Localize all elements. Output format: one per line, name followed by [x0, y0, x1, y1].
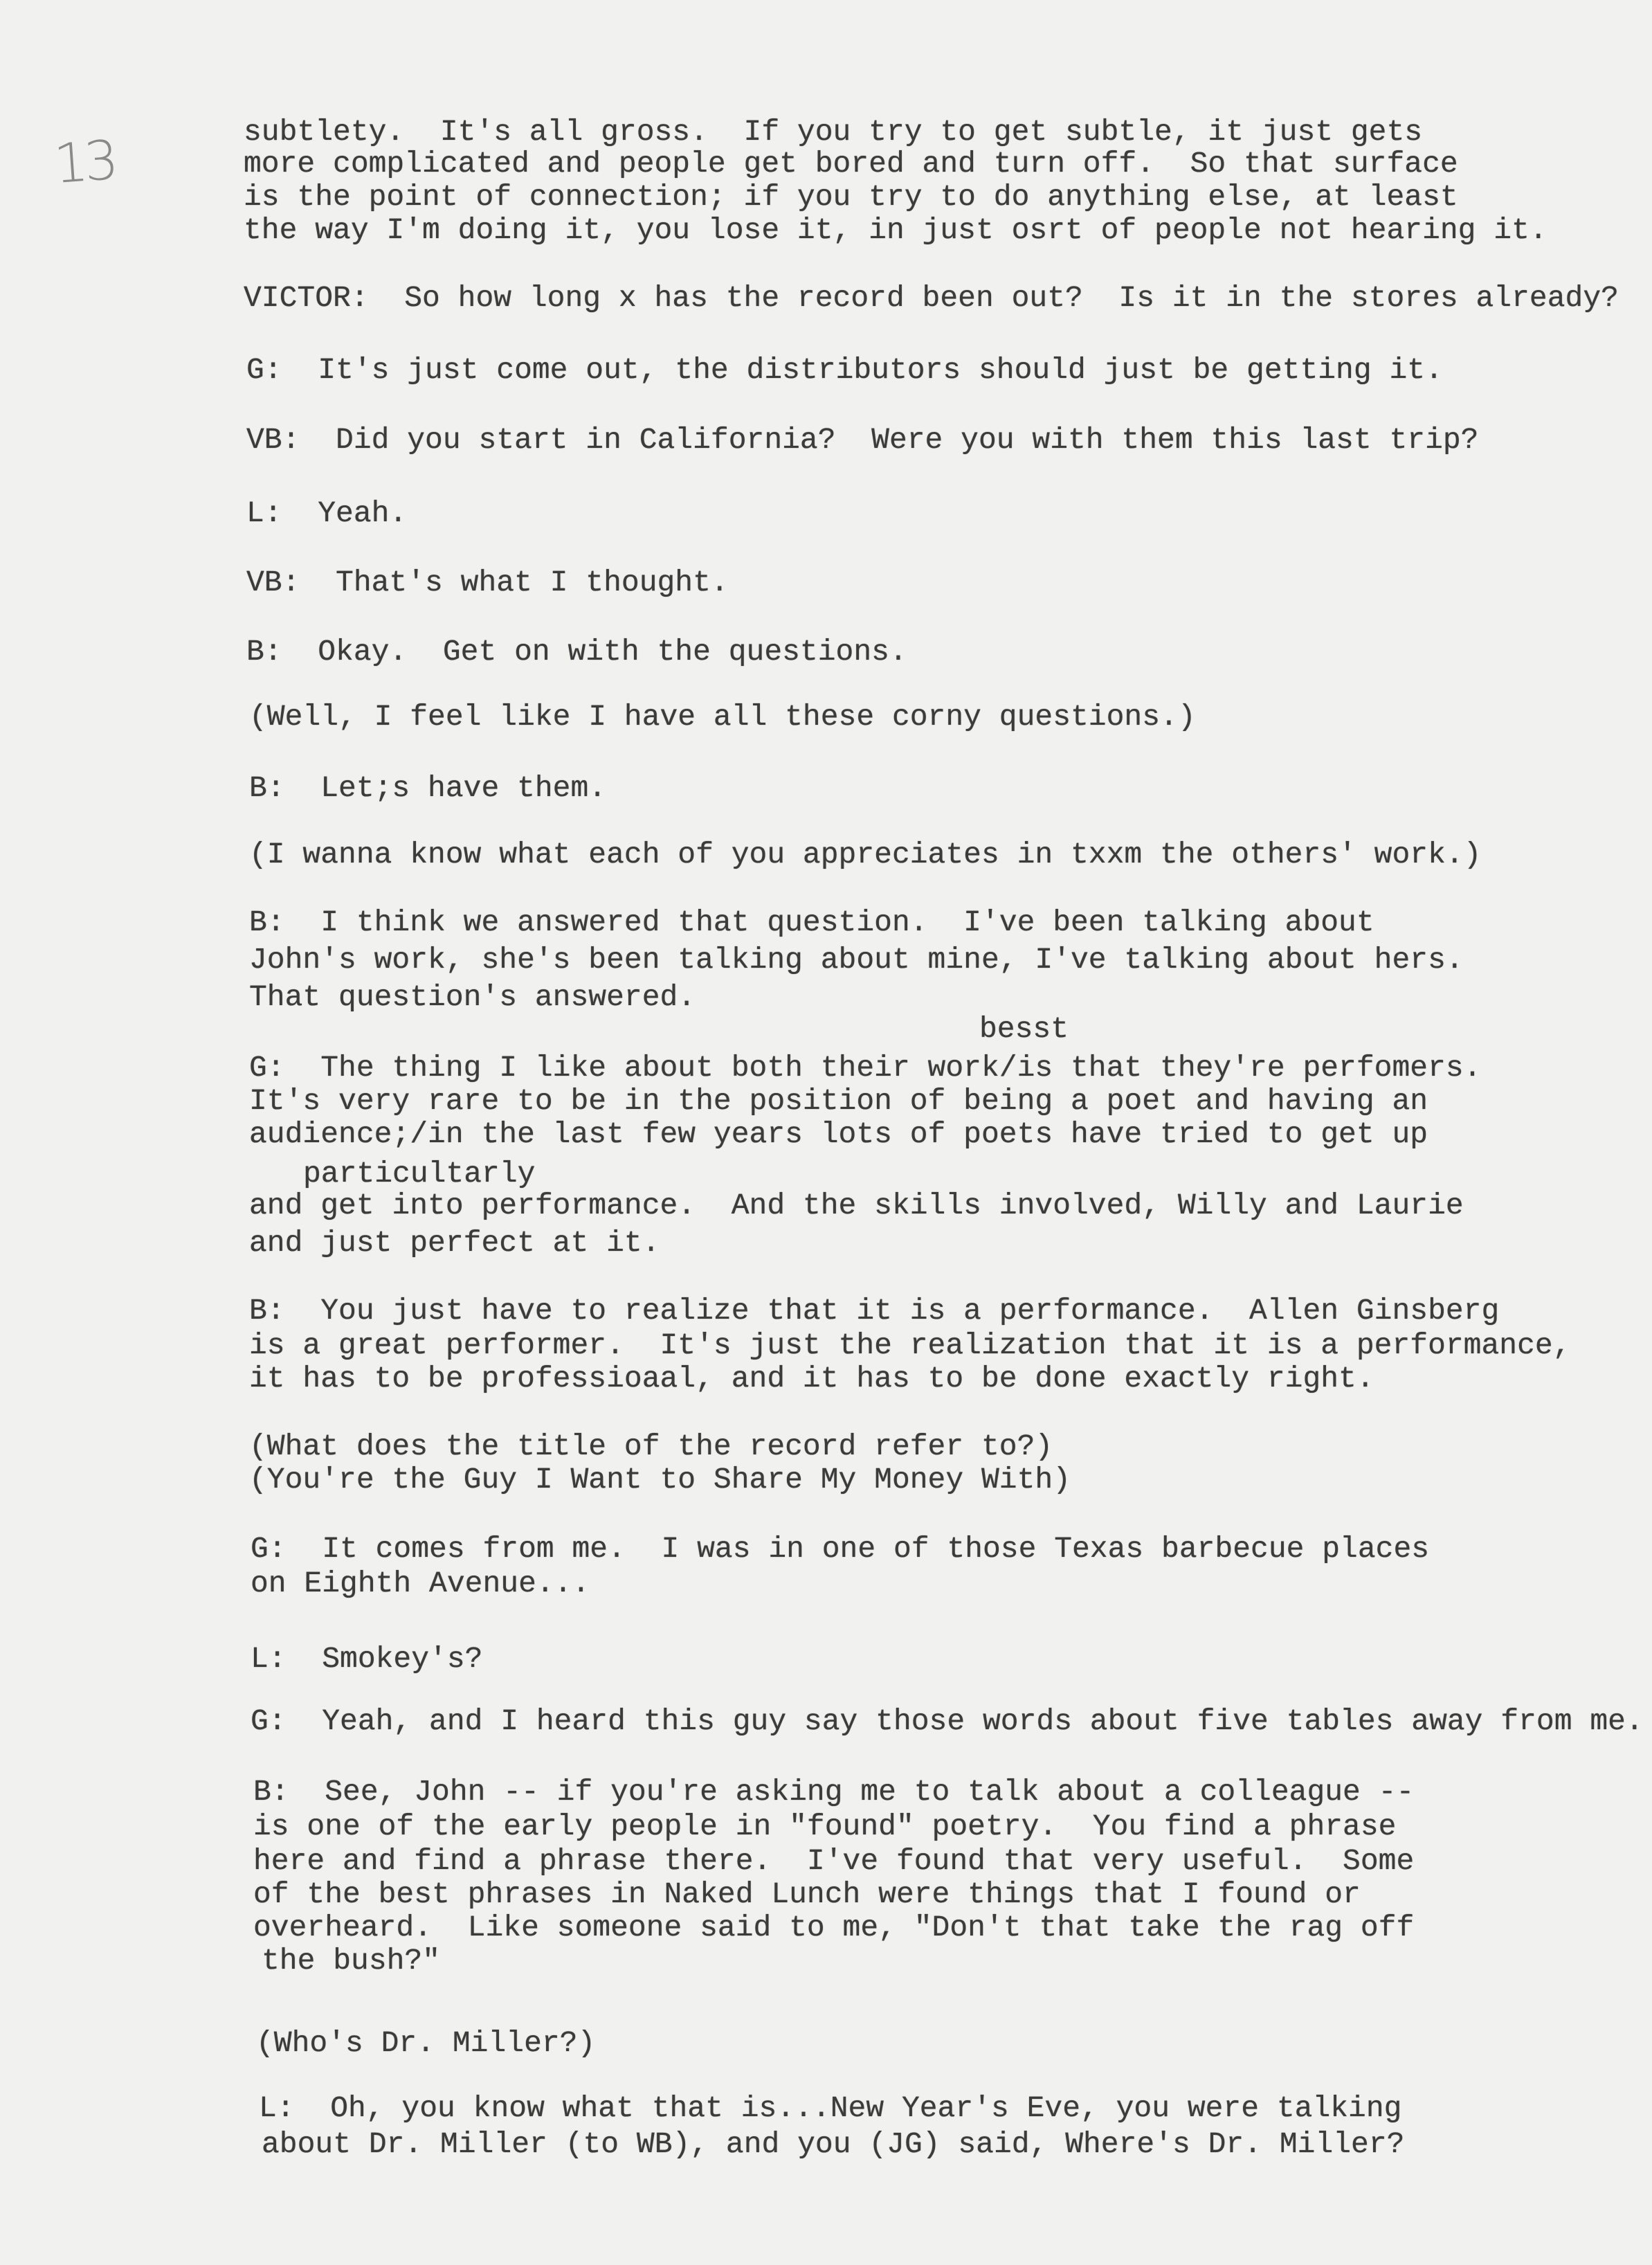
text-line: (Who's Dr. Miller?) [256, 2026, 596, 2060]
text-line: B: You just have to realize that it is a performance. Allen Ginsberg [249, 1294, 1500, 1328]
text-line: G: Yeah, and I heard this guy say those words about five tables away from me. [251, 1704, 1644, 1738]
handwritten-page-number: 13 [51, 129, 117, 196]
text-line: and get into performance. And the skills involved, Willy and Laurie [249, 1189, 1464, 1222]
text-line: on Eighth Avenue... [251, 1567, 590, 1600]
text-line: about Dr. Miller (to WB), and you (JG) said, Where's Dr. Miller? [262, 2127, 1405, 2161]
text-line: is one of the early people in "found" poetry. You find a phrase [253, 1810, 1397, 1843]
text-line: and just perfect at it. [249, 1226, 660, 1260]
text-line: B: Let;s have them. [249, 771, 607, 805]
text-line: is the point of connection; if you try to do anything else, at least [244, 180, 1458, 214]
text-line: G: It's just come out, the distributors should just be getting it. [246, 353, 1443, 387]
text-line: L: Smokey's? [251, 1642, 483, 1676]
text-line: VB: Did you start in California? Were you with them this last trip? [246, 423, 1479, 457]
text-line: the way I'm doing it, you lose it, in just osrt of people not hearing it. [244, 213, 1547, 247]
text-line: G: The thing I like about both their work/is that they're perfomers. [249, 1051, 1482, 1085]
text-line: L: Yeah. [246, 496, 408, 530]
text-line: subtlety. It's all gross. If you try to get subtle, it just gets [244, 115, 1423, 149]
text-line: here and find a phrase there. I've found that very useful. Some [253, 1844, 1415, 1878]
text-line: (Well, I feel like I have all these corny questions.) [249, 700, 1196, 734]
text-line: audience;/in the last few years lots of poets have tried to get up [249, 1117, 1428, 1151]
text-line: of the best phrases in Naked Lunch were things that I found or [253, 1877, 1361, 1911]
text-line: overheard. Like someone said to me, "Don't that take the rag off [253, 1911, 1415, 1944]
text-line: (I wanna know what each of you appreciates in txxm the others' work.) [249, 838, 1482, 872]
text-line: the bush?" [262, 1944, 441, 1978]
text-line: That question's answered. [249, 980, 696, 1014]
text-line: VICTOR: So how long x has the record been out? Is it in the stores already? [244, 281, 1619, 315]
text-line: VB: That's what I thought. [246, 566, 729, 599]
text-line: is a great performer. It's just the realization that it is a performance, [249, 1328, 1571, 1362]
text-line: (What does the title of the record refer to?) [249, 1429, 1053, 1463]
text-line: B: Okay. Get on with the questions. [246, 635, 907, 669]
text-line: G: It comes from me. I was in one of those Texas barbecue places [251, 1532, 1430, 1566]
text-line: It's very rare to be in the position of being a poet and having an [249, 1084, 1428, 1118]
handwritten-insertion: besst [979, 1012, 1069, 1046]
inserted-word: particultarly [303, 1157, 536, 1191]
text-line: B: I think we answered that question. I've been talking about [249, 905, 1374, 939]
text-line: more complicated and people get bored and turn off. So that surface [244, 147, 1458, 181]
text-line: (You're the Guy I Want to Share My Money With) [249, 1463, 1071, 1497]
text-line: John's work, she's been talking about mine, I've talking about hers. [249, 943, 1464, 977]
text-line: L: Oh, you know what that is...New Year's Eve, you were talking [259, 2091, 1402, 2125]
text-line: B: See, John -- if you're asking me to talk about a colleague -- [253, 1775, 1415, 1809]
text-line: it has to be professioaal, and it has to be done exactly right. [249, 1362, 1374, 1396]
